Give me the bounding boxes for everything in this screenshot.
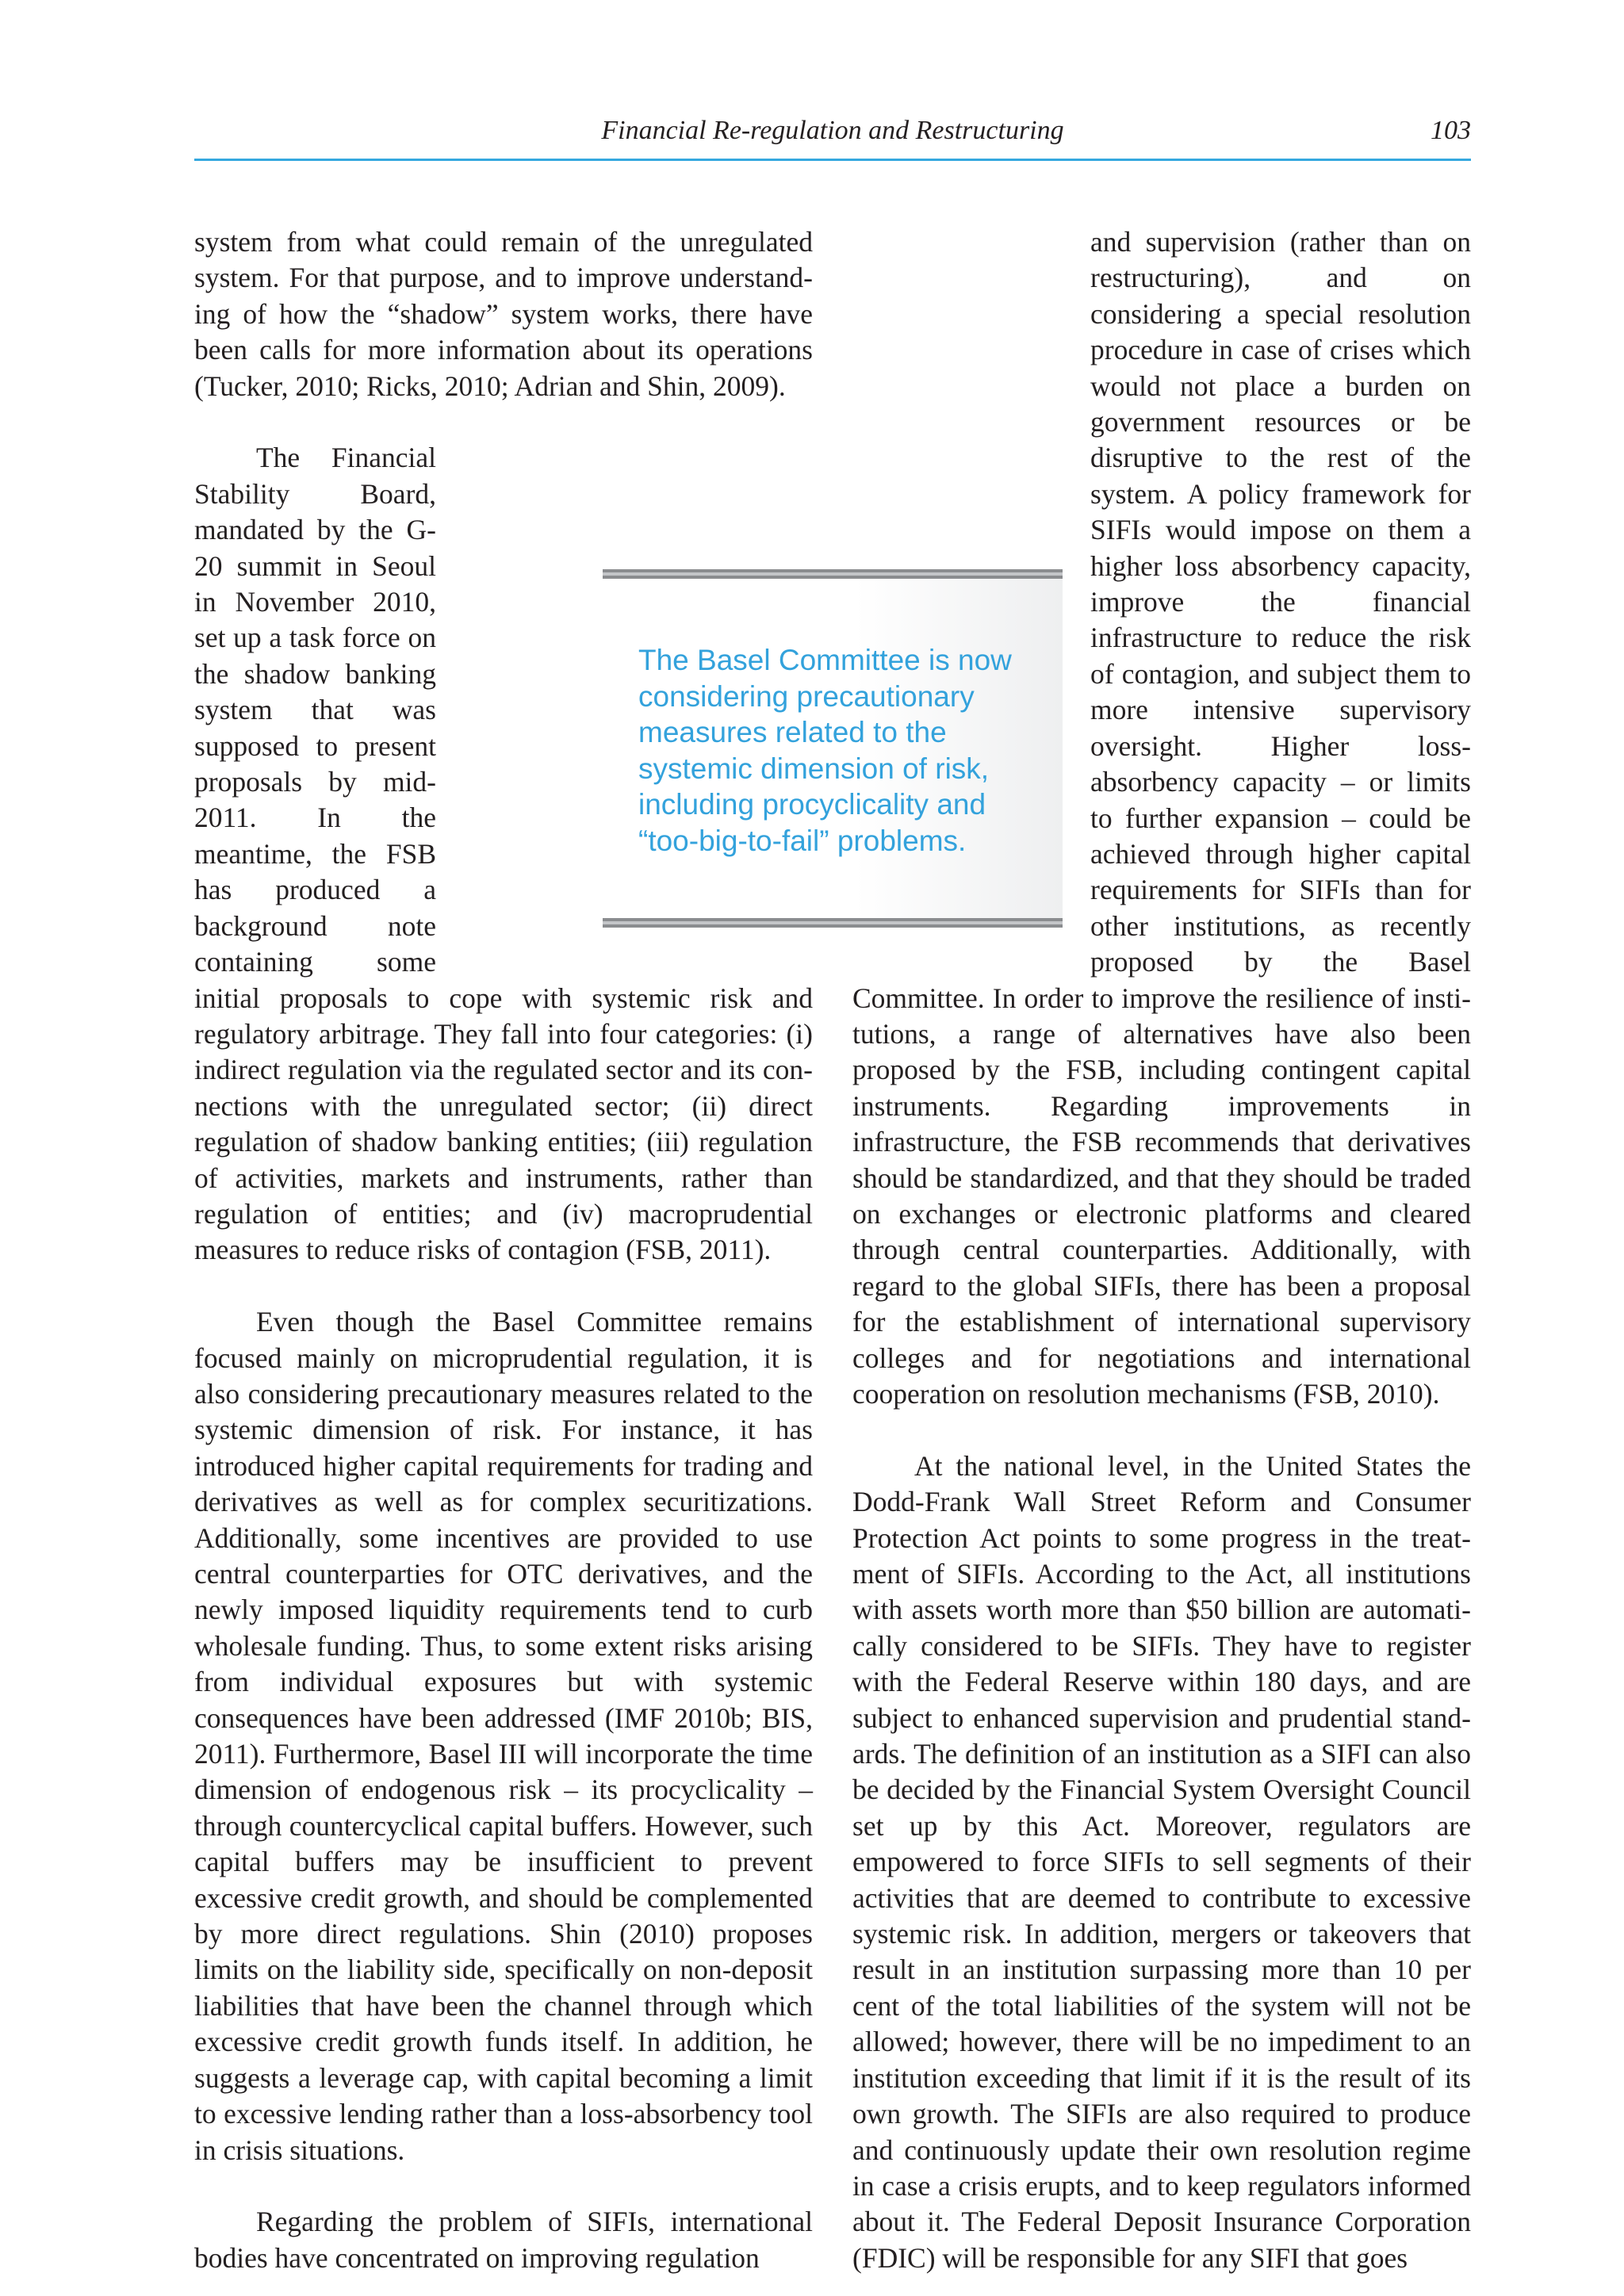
left-paragraph-2: The Financial Stability Board, mandated by the G-20 summit in Seoul in November 2010, set up a task force on the shadow banking system that was supposed to present proposals by mid-2011. In the meantime, the FSB has produced a background note containing some initial proposals to cope with systemic risk and regulatory arbitrage. They fall into four categories: (i) indirect regulation via the regulated sector and its connections with the unregulated sector; (ii) direct regulation of shadow banking entities; (iii) regulation of activities, markets and instruments, rather than regulation of entities; and (iv) macroprudential measures to reduce risks of contagion (FSB, 2011). (194, 442, 813, 1266)
left-paragraph-4: Regarding the problem of SIFIs, international bodies have concentrated on improving regulation (194, 2206, 813, 2274)
page-number: 103 (1431, 116, 1471, 145)
left-column (194, 224, 813, 2276)
running-title: Financial Re-regulation and Restructuring (601, 116, 1064, 145)
pull-quote-top-rule (603, 569, 1063, 579)
pull-quote-text: The Basel Committee is now considering precautionary measures related to the systemic dimension of risk, including procyclicality and “too-big-to-fail” problems. (638, 644, 1012, 857)
left-paragraph-1: system from what could remain of the unregulated system. For that purpose, and to improve understanding of how the “shadow” system works, there have been calls for more information about its operations (Tucker, 2010; Ricks, 2010; Adrian and Shin, 2009). (194, 226, 813, 402)
header-rule (194, 159, 1471, 161)
pull-quote-bottom-rule (603, 918, 1063, 928)
right-column (852, 224, 1471, 2276)
right-paragraph-2: At the national level, in the United States the Dodd-Frank Wall Street Reform and Consumer Protection Act points to some progress in the treatment of SIFIs. According to the Act, all institutions with assets worth more than $50 billion are automatically considered to be SIFIs. They have to register with the Federal Reserve within 180 days, and are subject to enhanced supervision and prudential standards. The definition of an institution as a SIFI can also be decided by the Financial System Oversight Council set up by this Act. Moreover, regulators are empowered to force SIFIs to sell segments of their activities that are deemed to contribute to excessive systemic risk. In addition, mergers or takeovers that result in an institution surpassing more than 10 per cent of the total liabilities of the system will not be allowed; however, there will be no impediment to an institution exceeding that limit if it is the result of its own growth. The SIFIs are also required to produce and continuously update their own resolution regime in case a crisis erupts, and to keep regulators informed about it. The Federal Deposit Insurance Corporation (FDIC) will be responsible for any SIFI that goes (852, 1449, 1471, 2274)
pull-quote-box (603, 569, 1063, 928)
left-paragraph-3: Even though the Basel Committee remains focused mainly on microprudential regulation, it is also considering precautionary measures related to the systemic dimension of risk. For instance, it has introduced higher capital requirements for trading and derivatives as well as for complex securitizations. Additionally, some incentives are provided to use central counterparties for OTC derivatives, and the newly imposed liquidity requirements tend to curb wholesale funding. Thus, to some extent risks arising from individual exposures but with systemic consequences have been addressed (IMF 2010b; BIS, 2011). Furthermore, Basel III will incorporate the time dimension of endogenous risk – its procyclicality – through countercyclical capital buffers. However, such capital buffers may be insufficient to prevent excessive credit growth, and should be complemented by more direct regulations. Shin (2010) proposes limits on the liability side, specifically on non-deposit liabilities that have been the channel through which excessive credit growth funds itself. In addition, he suggests a leverage cap, with capital becoming a limit to excessive lending rather than a loss-absorbency tool in crisis situations. (194, 1306, 813, 2166)
right-paragraph-1: and supervision (rather than on restructuring), and on considering a special resolution procedure in case of crises which would not place a burden on government resources or be disruptive to the rest of the system. A policy framework for SIFIs would impose on them a higher loss absorbency capacity, improve the financial infrastructure to reduce the risk of contagion, and subject them to more intensive supervisory oversight. Higher loss-absorbency capacity – or limits to further expansion – could be achieved through higher capital requirements for SIFIs than for other institutions, as recently proposed by the Basel Committee. In order to improve the resilience of institutions, a range of alternatives have also been proposed by the FSB, including contingent capital instruments. Regarding improvements in infrastructure, the FSB recommends that derivatives should be standardized, and that they should be traded on exchanges or electronic platforms and cleared through central counterparties. Additionally, with regard to the global SIFIs, there has been a proposal for the establishment of international supervisory colleges and for negotiations and international cooperation on resolution mechanisms (FSB, 2010). (852, 226, 1471, 1410)
